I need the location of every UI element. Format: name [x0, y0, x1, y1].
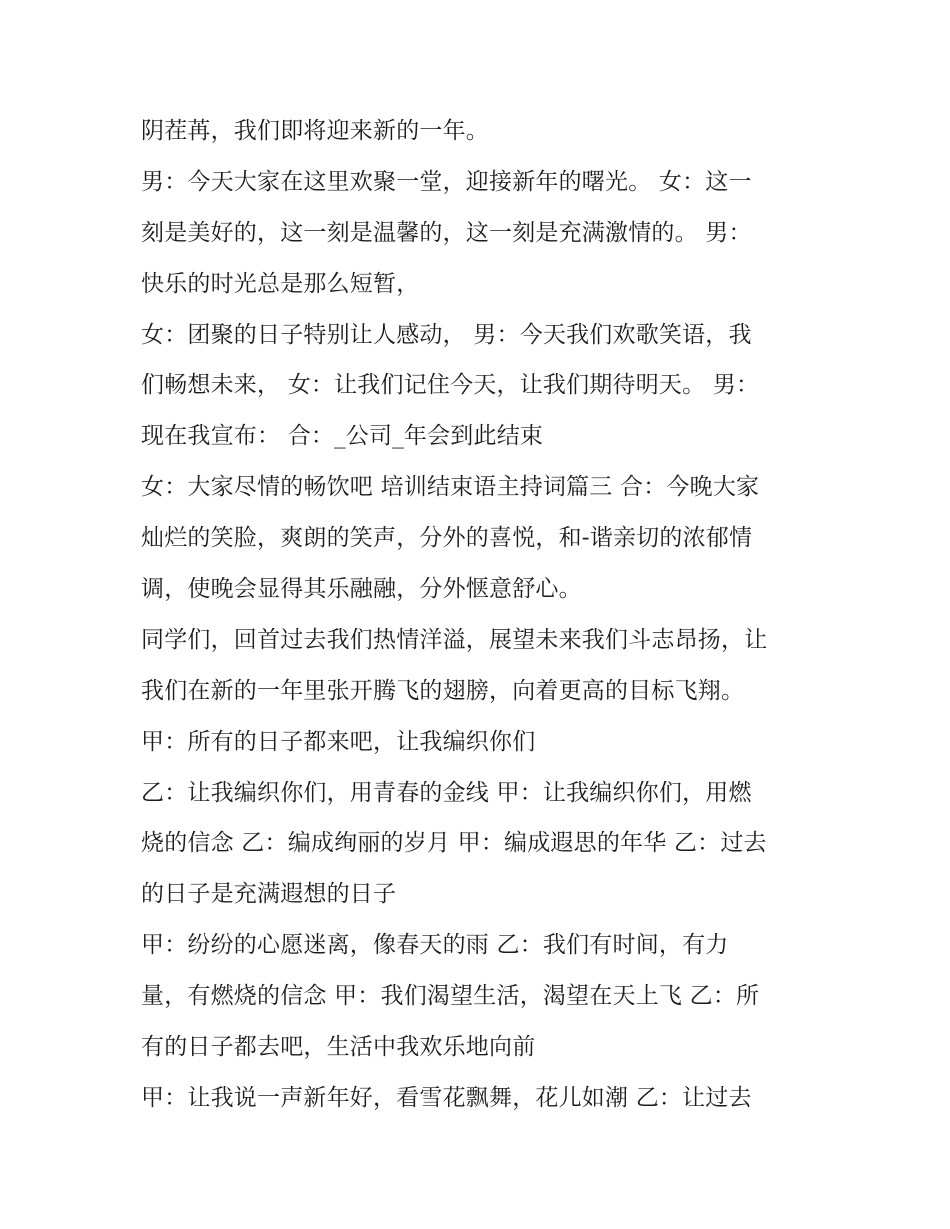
text-line: 量，有燃烧的信念 甲：我们渴望生活，渴望在天上飞 乙：所 — [141, 983, 760, 1010]
text-line: 快乐的时光总是那么短暂， — [141, 270, 420, 297]
text-line: 现在我宣布： 合：_公司_年会到此结束 — [141, 423, 544, 450]
text-line: 刻是美好的，这一刻是温馨的，这一刻是充满激情的。 男： — [141, 219, 752, 246]
text-line: 同学们，回首过去我们热情洋溢，展望未来我们斗志昂扬，让 — [141, 626, 768, 653]
text-line: 的日子是充满遐想的日子 — [141, 881, 397, 908]
text-line: 烧的信念 乙：编成绚丽的岁月 甲：编成遐思的年华 乙：过去 — [141, 830, 767, 857]
text-line: 女：团聚的日子特别让人感动， 男：今天我们欢歌笑语，我 — [141, 321, 752, 348]
text-line: 甲：所有的日子都来吧，让我编织你们 — [141, 728, 536, 755]
document-body — [141, 106, 821, 1124]
text-line: 有的日子都去吧，生活中我欢乐地向前 — [141, 1034, 536, 1061]
text-line: 灿烂的笑脸，爽朗的笑声，分外的喜悦，和-谐亲切的浓郁情 — [141, 525, 753, 552]
text-line: 男：今天大家在这里欢聚一堂，迎接新年的曙光。 女：这一 — [141, 168, 752, 195]
text-line: 女：大家尽情的畅饮吧 培训结束语主持词篇三 合：今晚大家 — [141, 474, 760, 501]
text-line: 乙：让我编织你们，用青春的金线 甲：让我编织你们，用燃 — [141, 779, 752, 806]
text-line: 甲：纷纷的心愿迷离，像春天的雨 乙：我们有时间，有力 — [141, 932, 729, 959]
text-line: 调，使晚会显得其乐融融，分外惬意舒心。 — [141, 576, 582, 603]
text-line: 我们在新的一年里张开腾飞的翅膀，向着更高的目标飞翔。 — [141, 677, 745, 704]
text-line: 甲：让我说一声新年好，看雪花飘舞，花儿如潮 乙：让过去 — [141, 1084, 752, 1111]
text-line: 们畅想未来， 女：让我们记住今天，让我们期待明天。 男： — [141, 372, 760, 399]
text-line: 阴茬苒，我们即将迎来新的一年。 — [141, 118, 489, 144]
